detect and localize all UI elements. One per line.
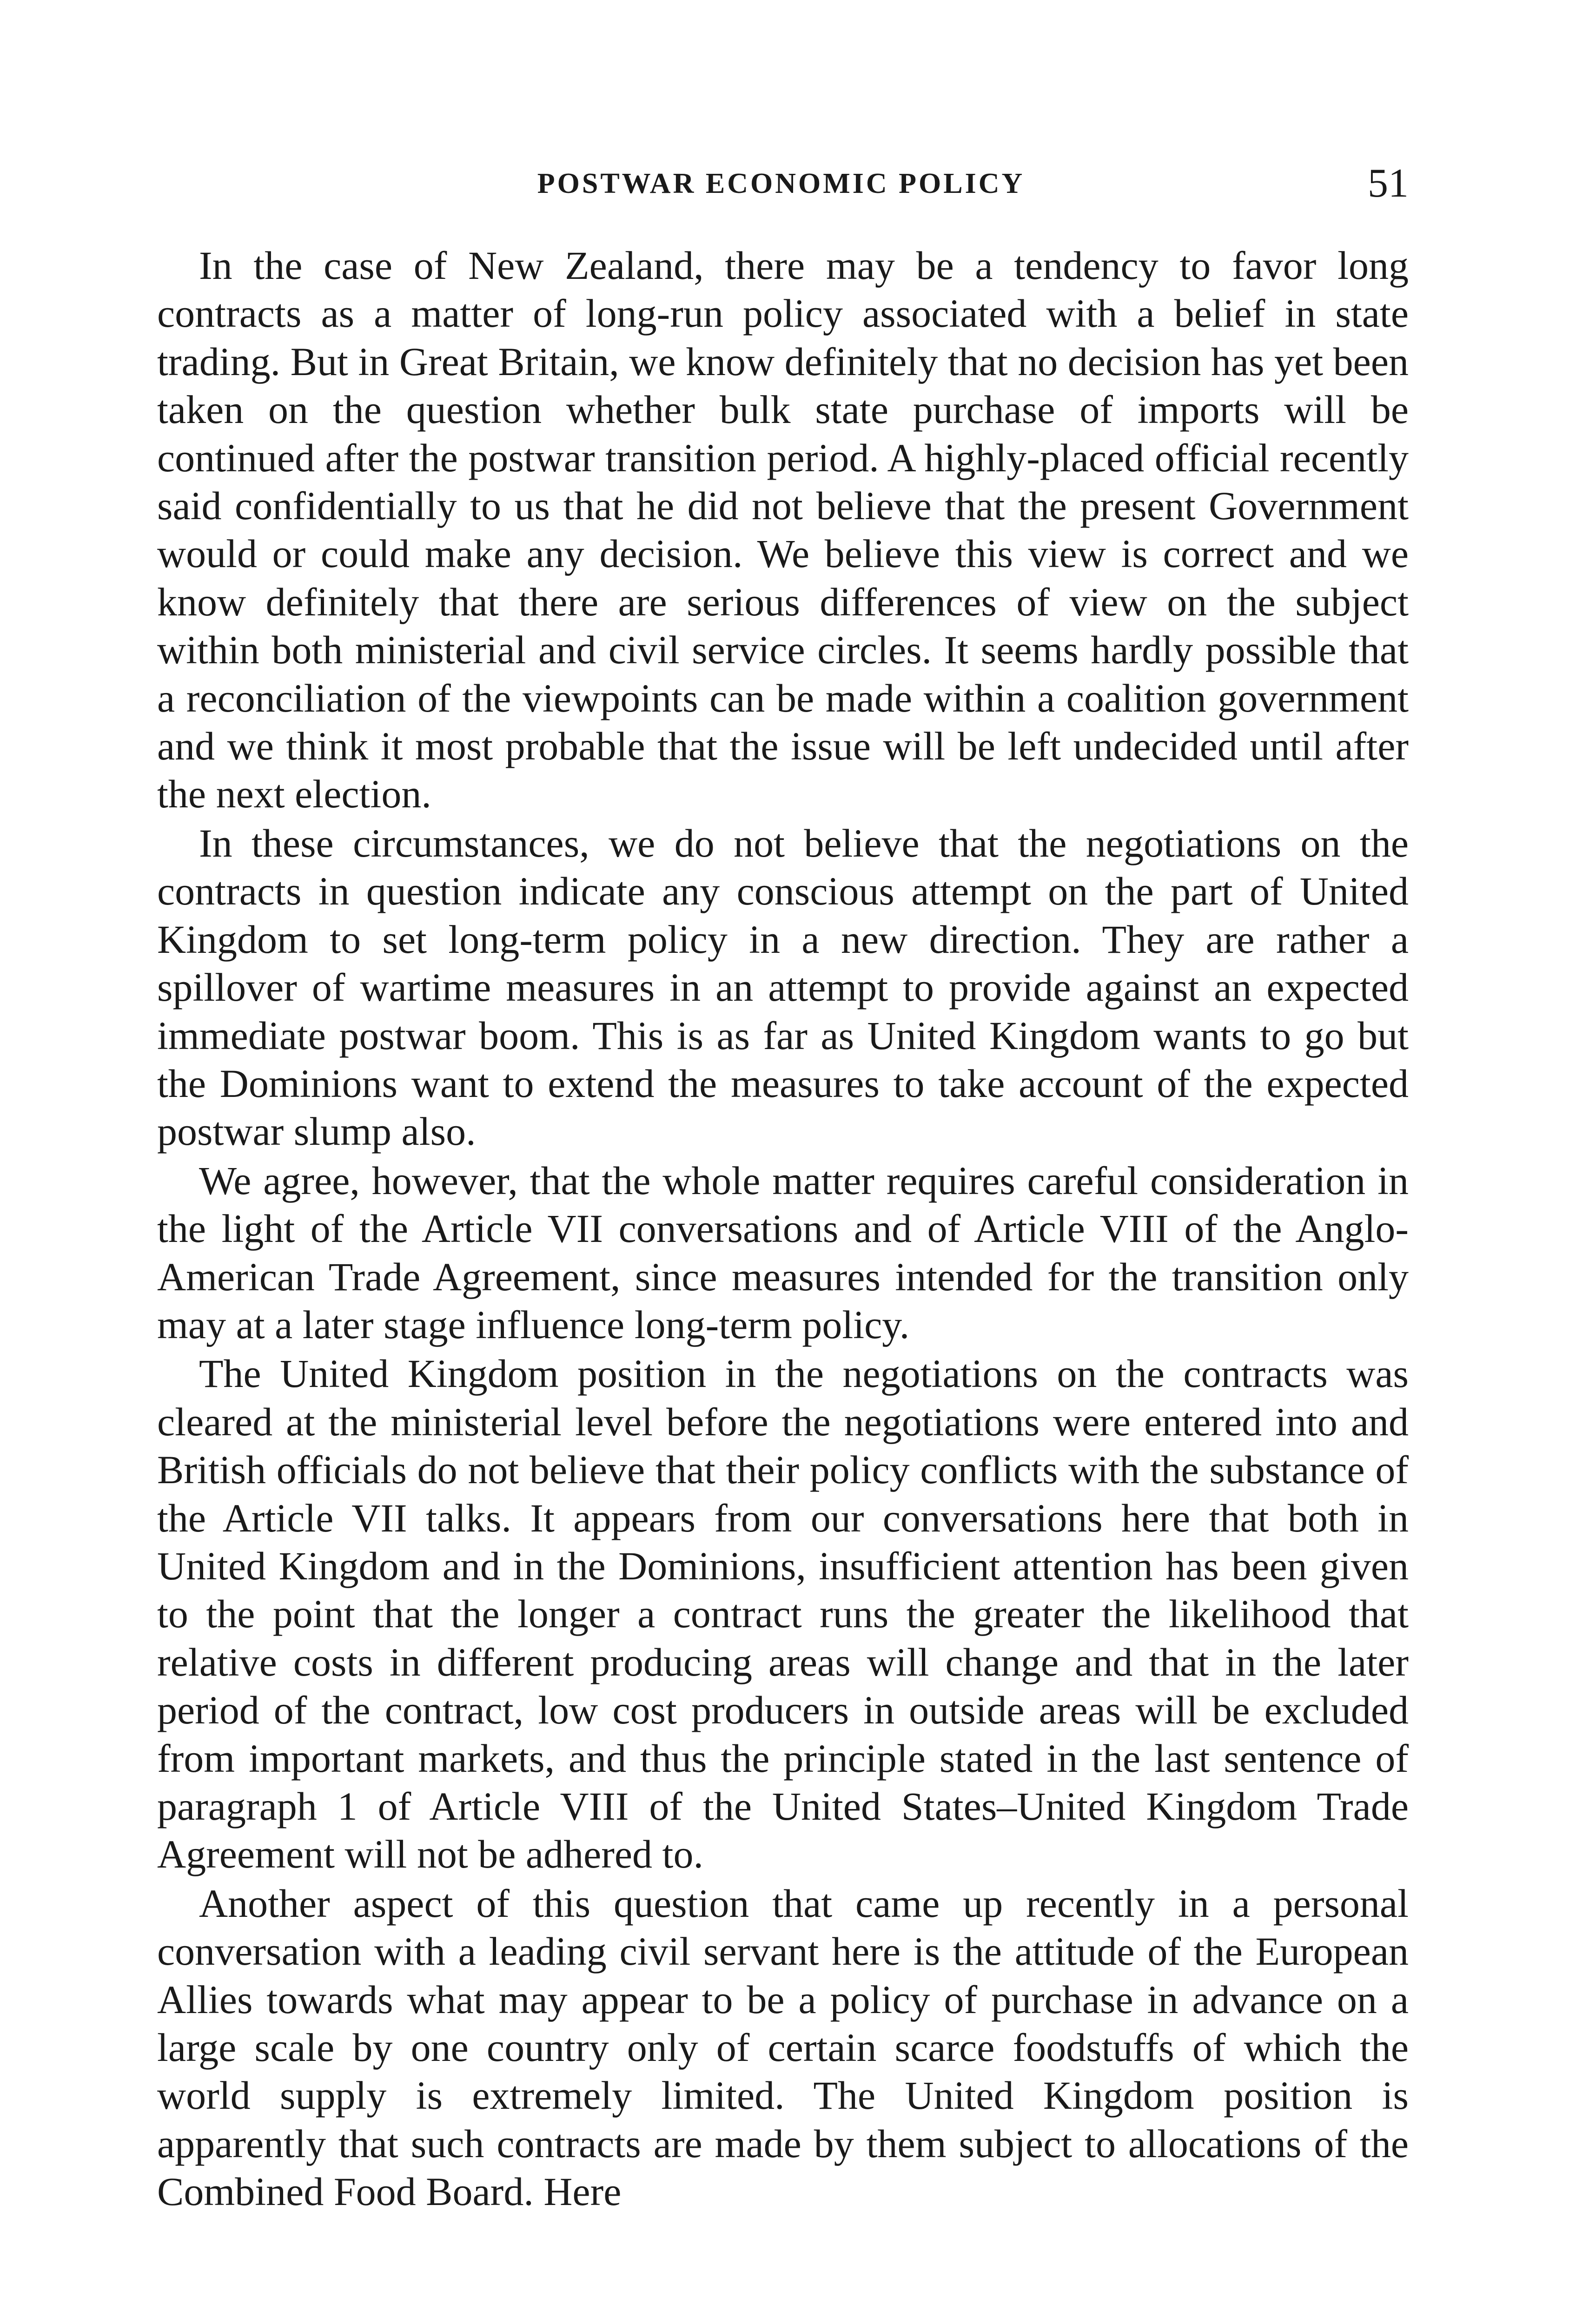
running-head [153,158,1409,209]
body-text [157,242,1409,2216]
paragraph-uk-position: The United Kingdom position in the negotiations on the contracts was cleared at the ministerial level before the negotiations were entered into and British officials do not believe that their policy conflicts with the substance of the Article VII talks. It appears from our conversations here that both in United Kingdom and in the Dominions, insufficient attention has been given to the point that the longer a contract runs the greater the likelihood that relative costs in different producing areas will change and that in the later period of the contract, low cost producers in outside areas will be excluded from important markets, and thus the principle stated in the last sentence of paragraph 1 of Article VIII of the United States–United Kingdom Trade Agreement will not be adhered to. [157,1351,1409,1877]
running-title: POSTWAR ECONOMIC POLICY [537,168,1025,199]
paragraph-article-vii-consideration: We agree, however, that the whole matter requires careful consideration in the light of the Article VII conversations and of Article VIII of the Anglo-American Trade Agreement, since measures intended for the transition only may at a later stage influence long-term policy. [157,1158,1409,1347]
paragraph-negotiations-circumstances: In these circumstances, we do not believe that the negotiations on the contracts in question indicate any conscious attempt on the part of United Kingdom to set long-term policy in a new direction. They are rather a spillover of wartime measures in an attempt to provide against an expected immediate postwar boom. This is as far as United Kingdom wants to go but the Dominions want to extend the measures to take account of the expected postwar slump also. [157,820,1409,1154]
paragraph-new-zealand-contracts: In the case of New Zealand, there may be a tendency to favor long contracts as a matter of long-run policy associated with a belief in state trading. But in Great Britain, we know definitely that no decision has yet been taken on the question whether bulk state purchase of imports will be continued after the postwar transition period. A highly-placed official recently said confidentially to us that he did not believe that the present Government would or could make any decision. We believe this view is correct and we know definitely that there are serious differences of view on the subject within both ministerial and civil service circles. It seems hardly possible that a reconciliation of the viewpoints can be made within a coalition government and we think it most probable that the issue will be left undecided until after the next election. [157,243,1409,817]
page-number: 51 [1368,161,1409,206]
paragraph-european-allies: Another aspect of this question that came up recently in a personal conversation with a leading civil servant here is the attitude of the European Allies towards what may appear to be a policy of purchase in advance on a large scale by one country only of certain scarce foodstuffs of which the world supply is extremely limited. The United Kingdom position is apparently that such contracts are made by them subject to allocations of the Combined Food Board. Here [157,1881,1409,2214]
